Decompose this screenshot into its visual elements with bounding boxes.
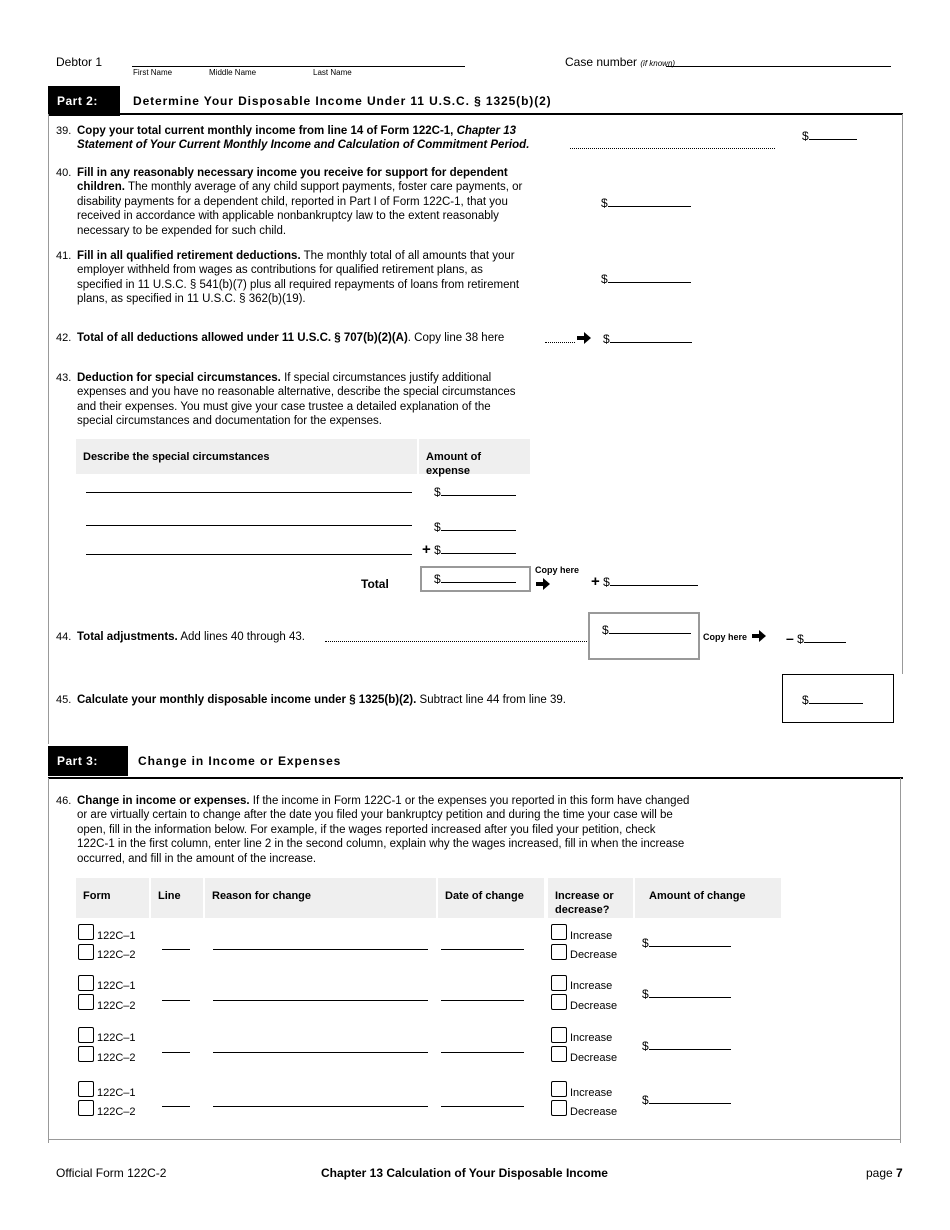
line43-text-a: If special circumstances justify additional (284, 372, 492, 384)
row1-dollar: $ (642, 936, 649, 950)
line41-text (77, 249, 587, 307)
line43-text-b: expenses and you have no reasonable alternative, describe the special circumstances (77, 386, 516, 399)
line43-number: 43. (56, 372, 72, 384)
row4-dollar: $ (642, 1093, 649, 1107)
row4-122c1-label: 122C–1 (97, 1087, 136, 1099)
special-expense-dollar-3: $ (434, 543, 441, 557)
line41-text-c: specified in 11 U.S.C. § 541(b)(7) plus all required repayments of loans from retirement (77, 278, 520, 291)
line44-copy: Add lines 40 through 43. (180, 631, 305, 643)
special-circumstance-field-1[interactable] (86, 492, 412, 493)
case-number-label (565, 55, 675, 69)
line43-copied-dollar: $ (603, 575, 610, 589)
col-amount: Amount of change (635, 878, 781, 918)
row2-decrease-checkbox[interactable] (551, 994, 567, 1010)
line44-dots (325, 641, 587, 642)
row2-122c1-label: 122C–1 (97, 980, 136, 992)
last-name-label: Last Name (313, 68, 352, 77)
col-line: Line (151, 878, 203, 918)
line39-italic1: Chapter 13 (456, 125, 517, 137)
row4-122c2-checkbox[interactable] (78, 1100, 94, 1116)
row1-date-field[interactable] (441, 949, 524, 950)
special-expense-amount-3[interactable] (422, 541, 516, 558)
row2-amount[interactable] (642, 986, 731, 1001)
line40-text-b: disability payments for a dependent child, reported in Part I of Form 122C-1, that you (77, 195, 508, 208)
col-inc-dec-line1: Increase or (555, 890, 614, 902)
line42-bold: Total of all deductions allowed under 11 U.S.C. § 707(b)(2)(A) (77, 332, 408, 344)
case-number-field[interactable] (666, 66, 891, 67)
row4-reason-field[interactable] (213, 1106, 428, 1107)
col-inc-dec (548, 878, 633, 918)
row1-decrease-checkbox[interactable] (551, 944, 567, 960)
line44-bold: Total adjustments. (77, 631, 178, 643)
row3-dollar: $ (642, 1039, 649, 1053)
row4-decrease-checkbox[interactable] (551, 1100, 567, 1116)
line44-copy-here: Copy here (703, 632, 748, 642)
line40-amount[interactable] (601, 195, 691, 210)
line43-total-label: Total (361, 577, 389, 591)
special-expense-amount-1[interactable] (434, 484, 516, 499)
row3-122c1-checkbox[interactable] (78, 1027, 94, 1043)
row2-reason-field[interactable] (213, 1000, 428, 1001)
line42-arrow-icon (576, 331, 592, 345)
line42-copy: . Copy line 38 here (407, 332, 505, 344)
row1-122c2-checkbox[interactable] (78, 944, 94, 960)
line44-dollar: $ (797, 632, 804, 646)
line39-text: Copy your total current monthly income from line 14 of Form 122C-1, Chapter 13 Statement of Your Current Monthly Income and Calculation of Commitment Period. (77, 125, 530, 152)
special-expense-dollar-2: $ (434, 520, 441, 534)
special-circumstance-field-3[interactable] (86, 554, 412, 555)
line41-text-d: plans, as specified in 11 U.S.C. § 362(b)(19). (77, 293, 306, 306)
minus-sign: – (786, 630, 794, 646)
row1-122c1-checkbox[interactable] (78, 924, 94, 940)
row4-line-field[interactable] (162, 1106, 190, 1107)
part3-label: Part 3: (48, 746, 128, 776)
line44-arrow-icon (751, 629, 767, 643)
line41-number: 41. (56, 250, 72, 262)
line40-number: 40. (56, 167, 72, 179)
row2-122c2-label: 122C–2 (97, 1000, 136, 1012)
part2-rule (48, 113, 903, 115)
plus-sign-2: + (591, 573, 600, 590)
row1-line-field[interactable] (162, 949, 190, 950)
case-number-hint: (if known) (640, 59, 676, 68)
part2-left-border (48, 114, 49, 744)
col-inc-dec-line2: decrease? (555, 904, 610, 916)
line44-text (77, 630, 577, 644)
line39-italic2: Statement of Your Current Monthly Income and Calculation of Commitment Period (77, 139, 527, 152)
footer-page-label: page (866, 1166, 893, 1180)
row3-increase-label: Increase (570, 1032, 613, 1044)
row2-122c2-checkbox[interactable] (78, 994, 94, 1010)
line44-amount[interactable] (786, 630, 846, 646)
line43-text (77, 371, 577, 429)
row1-122c2-label: 122C–2 (97, 949, 136, 961)
col-date: Date of change (438, 878, 544, 918)
line40-text-d: necessary to be expended for such child. (77, 224, 287, 237)
row2-dollar: $ (642, 987, 649, 1001)
part3-right-border (900, 778, 901, 1143)
row3-reason-field[interactable] (213, 1052, 428, 1053)
row4-122c1-checkbox[interactable] (78, 1081, 94, 1097)
line40-text-a: The monthly average of any child support payments, foster care payments, or (127, 181, 523, 194)
row2-increase-label: Increase (570, 980, 613, 992)
part2-right-border (902, 114, 903, 674)
middle-name-label: Middle Name (209, 68, 257, 77)
line43-col-describe: Describe the special circumstances (76, 439, 417, 474)
col-reason: Reason for change (205, 878, 436, 918)
line45-dollar: $ (802, 693, 809, 707)
row1-increase-label: Increase (570, 930, 613, 942)
line42-amount[interactable] (603, 331, 692, 346)
line43-bold: Deduction for special circumstances. (77, 372, 281, 384)
row4-122c2-label: 122C–2 (97, 1106, 136, 1118)
line42-dots (545, 342, 575, 343)
row4-amount[interactable] (642, 1092, 731, 1107)
line41-bold: Fill in all qualified retirement deductions. (77, 250, 301, 262)
row2-line-field[interactable] (162, 1000, 190, 1001)
row1-decrease-label: Decrease (570, 949, 618, 961)
line44-number: 44. (56, 631, 72, 643)
line43-col-amount: Amount of expense (419, 439, 530, 474)
row1-increase-checkbox[interactable] (551, 924, 567, 940)
row4-increase-label: Increase (570, 1087, 613, 1099)
line40-text (77, 166, 587, 238)
line45-bold: Calculate your monthly disposable income under § 1325(b)(2). (77, 694, 417, 706)
line43-text-d: special circumstances and documentation for the expenses. (77, 415, 382, 428)
row3-122c1-label: 122C–1 (97, 1032, 136, 1044)
line45-amount[interactable] (802, 692, 863, 707)
line39-dots (570, 148, 775, 149)
line45-copy: Subtract line 44 from line 39. (419, 694, 566, 706)
footer-form-name: Official Form 122C-2 (56, 1166, 167, 1180)
line46-bold: Change in income or expenses. (77, 795, 250, 807)
col-form: Form (76, 878, 149, 918)
line40-bold2: children. (77, 181, 125, 194)
row3-decrease-checkbox[interactable] (551, 1046, 567, 1062)
row4-decrease-label: Decrease (570, 1106, 618, 1118)
row3-line-field[interactable] (162, 1052, 190, 1053)
line46-text-b: or are virtually certain to change after the date you filed your bankruptcy petition and during the time your case will be (77, 809, 673, 822)
line41-amount[interactable] (601, 271, 691, 286)
row4-increase-checkbox[interactable] (551, 1081, 567, 1097)
line46-text-c: open, fill in the information below. For example, if the wages reported increased after you filed your petition, check (77, 823, 656, 836)
line44-box-amount[interactable] (602, 622, 691, 637)
line43-total-amount[interactable] (434, 571, 516, 586)
part2-title: Determine Your Disposable Income Under 11 U.S.C. § 1325(b)(2) (133, 94, 552, 108)
part3-bottom-border (48, 1139, 901, 1140)
line41-text-a: The monthly total of all amounts that your (303, 250, 515, 262)
row3-decrease-label: Decrease (570, 1052, 618, 1064)
row3-increase-checkbox[interactable] (551, 1027, 567, 1043)
footer-page (866, 1166, 903, 1180)
row3-date-field[interactable] (441, 1052, 524, 1053)
special-expense-dollar-1: $ (434, 485, 441, 499)
row1-amount[interactable] (642, 935, 731, 950)
line43-arrow-icon (535, 577, 551, 591)
case-number-text: Case number (565, 55, 638, 69)
line41-text-b: employer withheld from wages as contributions for qualified retirement plans, as (77, 264, 483, 277)
line42-text (77, 331, 577, 345)
line46-number: 46. (56, 795, 72, 807)
footer-title: Chapter 13 Calculation of Your Disposable Income (321, 1166, 608, 1180)
line44-box-dollar: $ (602, 623, 609, 637)
row2-decrease-label: Decrease (570, 1000, 618, 1012)
first-name-label: First Name (133, 68, 173, 77)
line46-text (77, 794, 777, 866)
row3-122c2-label: 122C–2 (97, 1052, 136, 1064)
line43-text-c: and their expenses. You must give your case trustee a detailed explanation of the (77, 400, 491, 413)
debtor-label: Debtor 1 (56, 55, 103, 69)
row2-increase-checkbox[interactable] (551, 975, 567, 991)
part3-header (48, 746, 908, 776)
line46-text-d: 122C-1 in the first column, enter line 2 in the second column, explain why the wages increased, fill in when the increase (77, 838, 685, 851)
part3-rule (48, 777, 903, 779)
line39-dollar: $ (802, 129, 809, 143)
line39-amount[interactable] (802, 128, 857, 143)
line43-copy-here: Copy here (535, 565, 580, 575)
line43-total-dollar: $ (434, 572, 441, 586)
part3-title: Change in Income or Expenses (138, 754, 342, 768)
line40-bold: Fill in any reasonably necessary income you receive for support for dependent (77, 167, 508, 179)
part2-label: Part 2: (48, 86, 120, 116)
line39-number: 39. (56, 125, 72, 137)
line40-text-c: received in accordance with applicable nonbankruptcy law to the extent reasonably (77, 210, 499, 223)
row3-amount[interactable] (642, 1038, 731, 1053)
line41-dollar: $ (601, 272, 608, 286)
row2-date-field[interactable] (441, 1000, 524, 1001)
footer-page-num: 7 (896, 1166, 903, 1180)
line39-bold: Copy your total current monthly income from line 14 of Form 122C-1, (77, 125, 454, 137)
row3-122c2-checkbox[interactable] (78, 1046, 94, 1062)
special-circumstance-field-2[interactable] (86, 525, 412, 526)
line42-dollar: $ (603, 332, 610, 346)
line45-text (77, 693, 717, 707)
line42-number: 42. (56, 332, 72, 344)
part3-left-border (48, 778, 49, 1143)
special-expense-amount-2[interactable] (434, 519, 516, 534)
line46-text-e: occurred, and fill in the amount of the increase. (77, 852, 317, 865)
plus-sign-1: + (422, 541, 431, 558)
line40-dollar: $ (601, 196, 608, 210)
part2-header (48, 86, 908, 116)
line43-copied-amount[interactable] (591, 573, 698, 590)
row2-122c1-checkbox[interactable] (78, 975, 94, 991)
line45-number: 45. (56, 694, 72, 706)
debtor-name-field[interactable] (132, 66, 465, 67)
row1-reason-field[interactable] (213, 949, 428, 950)
line46-text-a: If the income in Form 122C-1 or the expenses you reported in this form have changed (252, 795, 690, 807)
row4-date-field[interactable] (441, 1106, 524, 1107)
row1-122c1-label: 122C–1 (97, 930, 136, 942)
